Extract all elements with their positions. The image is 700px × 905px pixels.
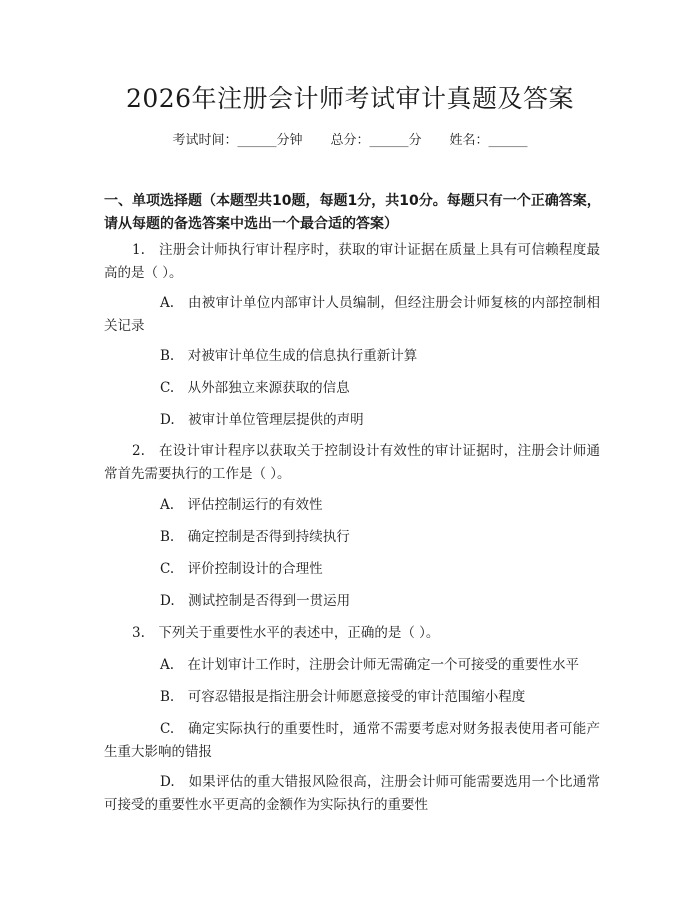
question-1-option-a: A. 由被审计单位内部审计人员编制，但经注册会计师复核的内部控制相关记录 — [104, 295, 600, 334]
exam-meta — [0, 131, 700, 151]
question-2-option-a: A. 评估控制运行的有效性 — [160, 497, 323, 513]
question-1-option-c: C. 从外部独立来源获取的信息 — [160, 380, 350, 396]
name-field: 姓名：______ — [449, 133, 528, 148]
question-2-option-d: D. 测试控制是否得到一贯运用 — [160, 593, 351, 609]
question-3-option-c: C. 确定实际执行的重要性时，通常不需要考虑对财务报表使用者可能产生重大影响的错报 — [104, 721, 600, 760]
question-3-option-d: D. 如果评估的重大错报风险很高，注册会计师可能需要选用一个比通常可接受的重要性水平更高的金额作为实际执行的重要性 — [104, 774, 600, 813]
question-1-option-d: D. 被审计单位管理层提供的声明 — [160, 412, 364, 428]
section-heading: 一、单项选择题（本题型共10题，每题1分，共10分。每题只有一个正确答案，请从每题的备选答案中选出一个最合适的答案） — [104, 193, 601, 232]
exam-time-field: 考试时间：______分钟 — [172, 133, 303, 148]
question-2-option-c: C. 评价控制设计的合理性 — [160, 561, 323, 577]
question-3-option-a: A. 在计划审计工作时，注册会计师无需确定一个可接受的重要性水平 — [160, 657, 580, 673]
total-score-field: 总分：______分 — [330, 133, 422, 148]
question-1-stem: 1. 注册会计师执行审计程序时，获取的审计证据在质量上具有可信赖程度最高的是（ ）。 — [104, 242, 600, 281]
question-1-option-b: B. 对被审计单位生成的信息执行重新计算 — [160, 348, 418, 364]
question-3-stem: 3. 下列关于重要性水平的表述中，正确的是（ ）。 — [132, 625, 440, 641]
question-2-option-b: B. 确定控制是否得到持续执行 — [160, 529, 350, 545]
question-2-stem: 2. 在设计审计程序以获取关于控制设计有效性的审计证据时，注册会计师通常首先需要执行的工作是（ ）。 — [104, 443, 600, 482]
question-3-option-b: B. 可容忍错报是指注册会计师愿意接受的审计范围缩小程度 — [160, 689, 526, 705]
page-title: 2026年注册会计师考试审计真题及答案 — [125, 84, 575, 113]
